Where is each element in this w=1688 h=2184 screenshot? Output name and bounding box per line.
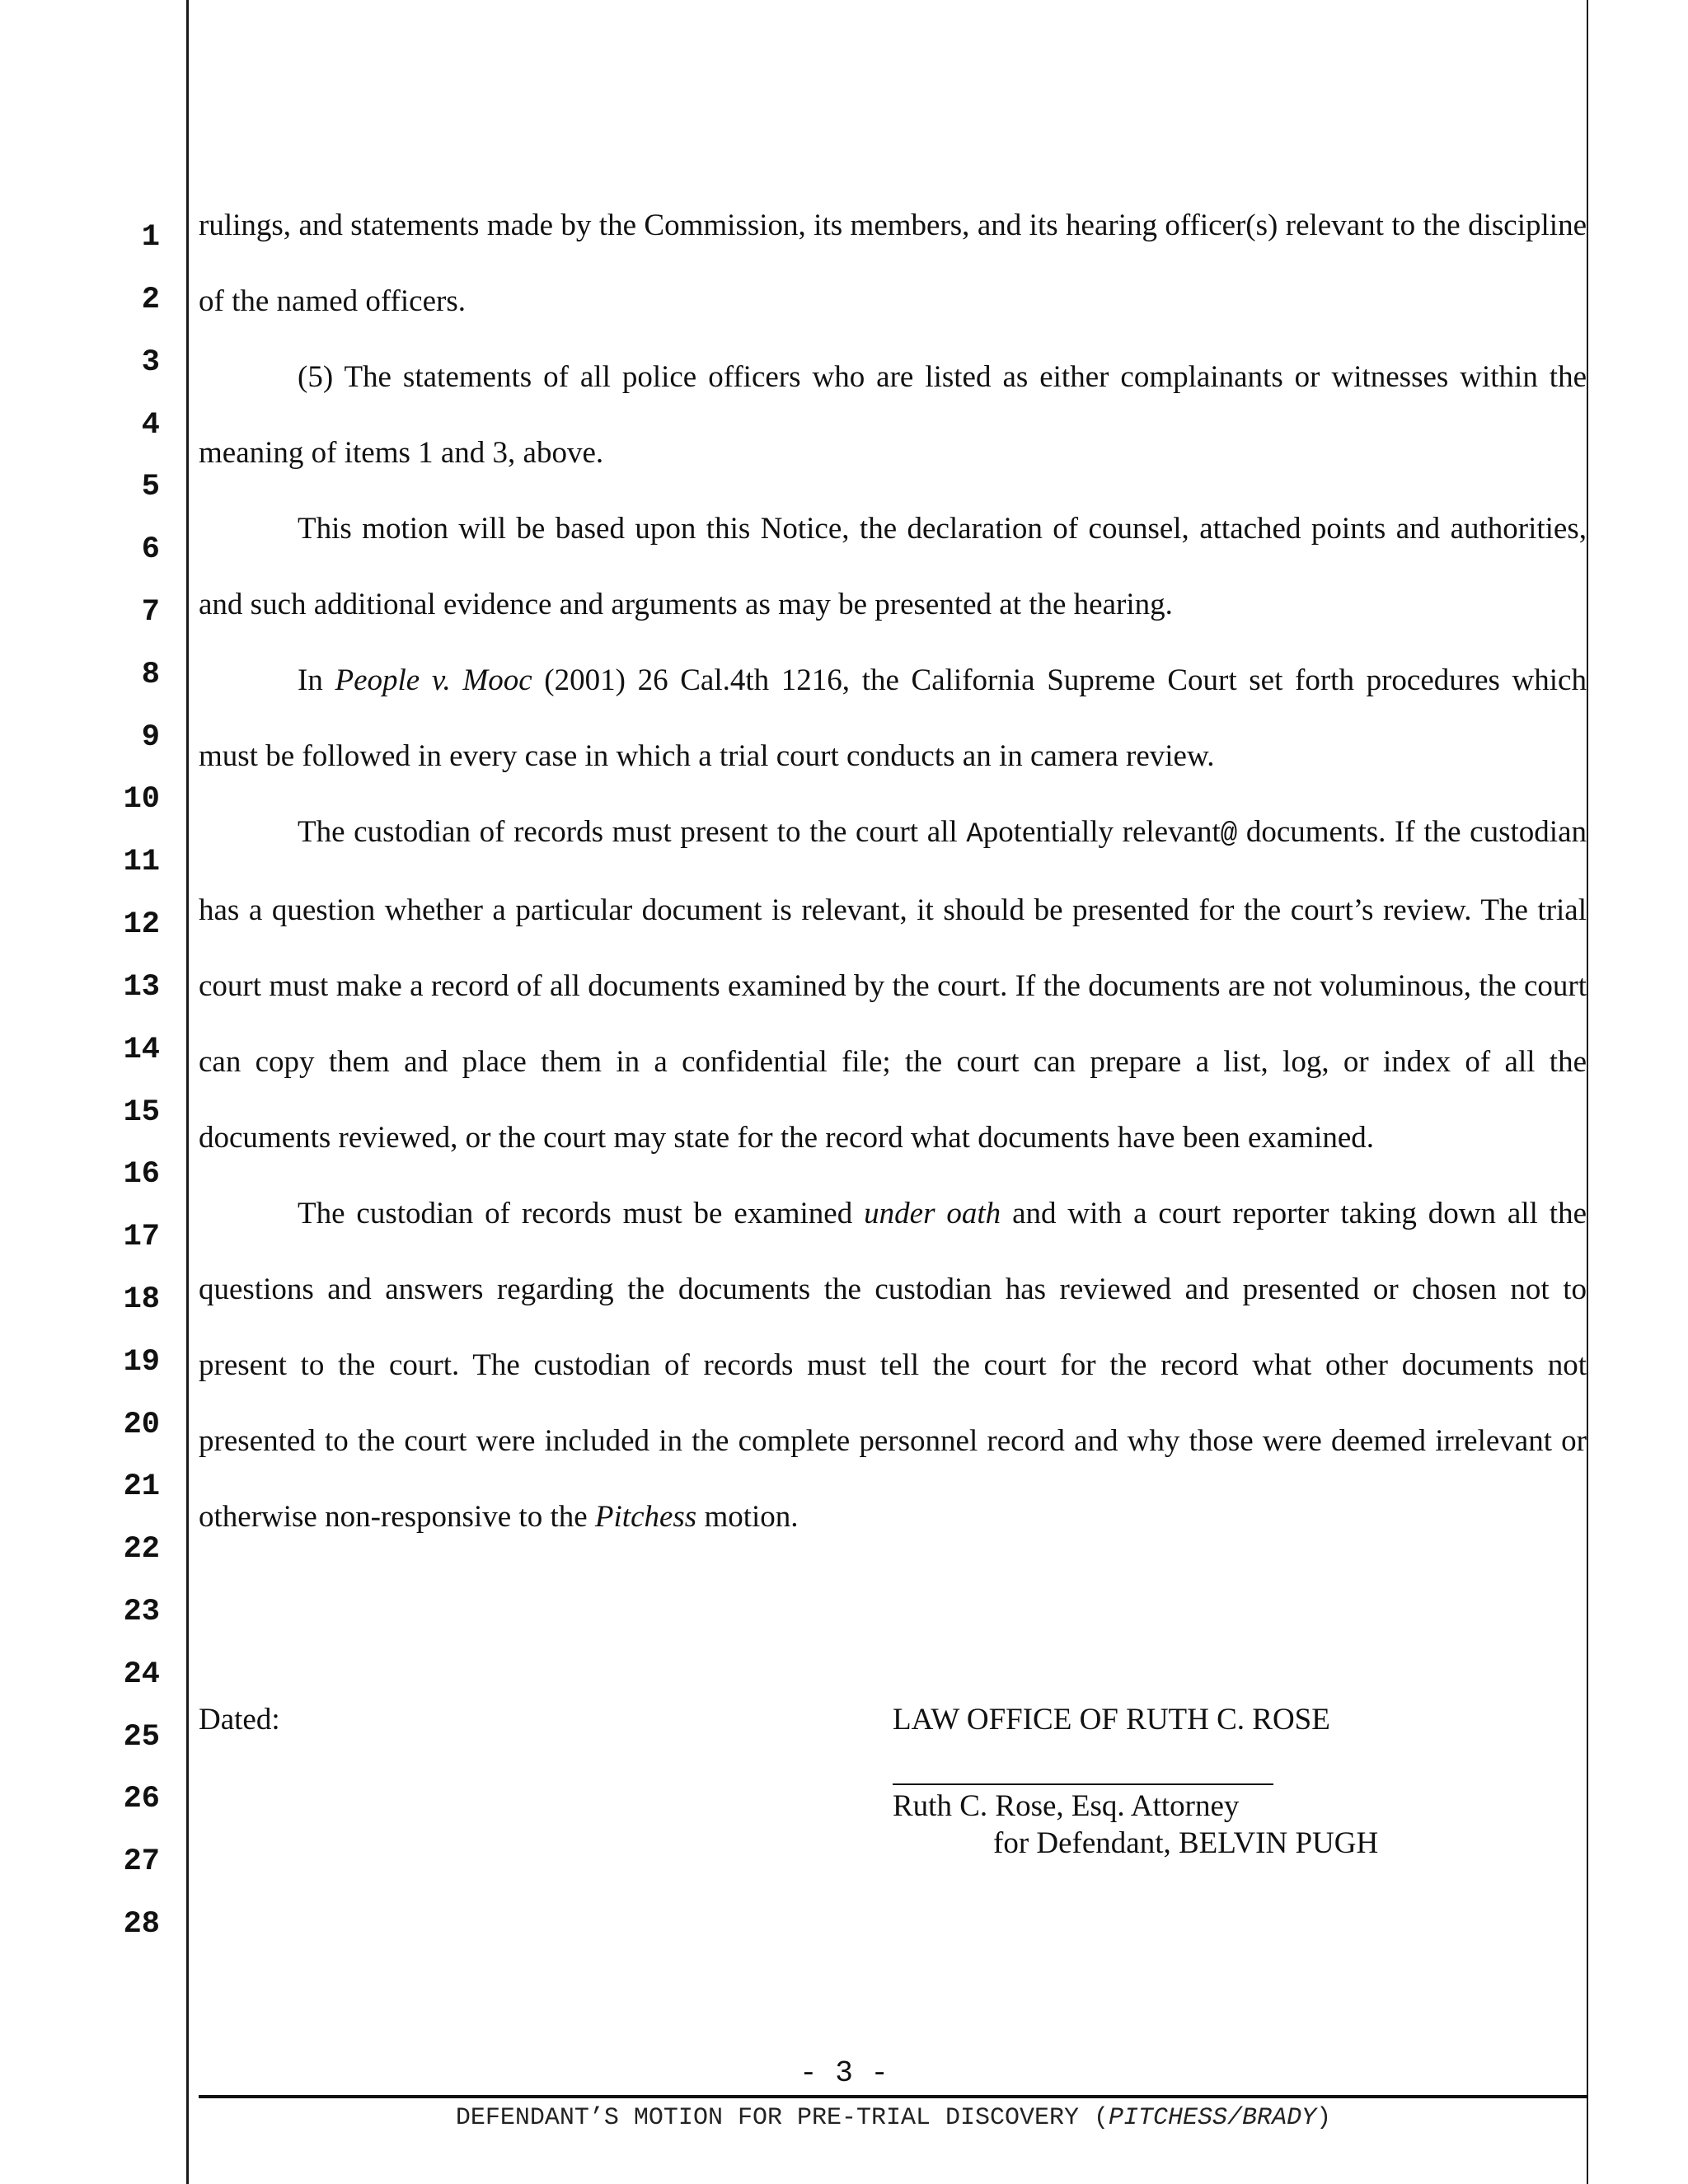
line-number: 8: [141, 658, 160, 692]
line-number: 20: [123, 1408, 160, 1442]
line-number: 24: [123, 1657, 160, 1692]
line-number: 12: [123, 907, 160, 942]
dated-label: Dated:: [199, 1703, 280, 1736]
line-number: 26: [123, 1782, 160, 1816]
signer-name: Ruth C. Rose, Esq. Attorney: [893, 1789, 1240, 1823]
line-number: 25: [123, 1720, 160, 1755]
line-number: 18: [123, 1282, 160, 1317]
document-body: [199, 188, 1587, 1555]
line-number-gutter: [0, 0, 165, 2184]
line-number: 23: [123, 1595, 160, 1629]
footer-title: DEFENDANT’S MOTION FOR PRE-TRIAL DISCOVERY (PITCHESS/BRADY): [455, 2104, 1332, 2132]
line-number: 2: [141, 283, 160, 317]
footer-rule: [199, 2095, 1588, 2098]
line-number: 28: [123, 1907, 160, 1942]
line-number: 17: [123, 1220, 160, 1254]
line-number: 4: [141, 408, 160, 443]
line-number: 10: [123, 782, 160, 817]
line-number: 7: [141, 595, 160, 630]
page-number: - 3 -: [799, 2056, 889, 2090]
line-number: 13: [123, 970, 160, 1005]
line-number: 16: [123, 1157, 160, 1192]
paragraph-custodian-present: The custodian of records must present to the court all Apotentially relevant@ documents. If the custodian has a question whether a particular document is relevant, it should be presented for the court’s review. The trial court must make a record of all documents examined by the court. If the documents are not voluminous, the court can copy them and place them in a confidential file; the court can prepare a list, log, or index of all the documents reviewed, or the court may state for the record what documents have been examined.: [199, 815, 1587, 1155]
line-number: 21: [123, 1469, 160, 1504]
case-name: People v. Mooc: [335, 663, 532, 697]
paragraph-item-5: (5) The statements of all police officers who are listed as either complainants or witnesses within the meaning of items 1 and 3, above.: [199, 360, 1587, 470]
paragraph-custodian-oath: The custodian of records must be examined under oath and with a court reporter taking down all the questions and answers regarding the documents the custodian has reviewed and presented or chosen not to present to the court. The custodian of records must tell the court for the record what other documents not presented to the court were included in the complete personnel record and why those were deemed irrelevant or otherwise non-responsive to the Pitchess motion.: [199, 1197, 1587, 1534]
line-number: 6: [141, 532, 160, 567]
line-number: 19: [123, 1345, 160, 1380]
line-number: 3: [141, 345, 160, 380]
left-margin-rule: [186, 0, 189, 2184]
line-number: 9: [141, 720, 160, 755]
line-number: 5: [141, 470, 160, 504]
paragraph-continuation: rulings, and statements made by the Commission, its members, and its hearing officer(s) relevant to the discipline of the named officers.: [199, 209, 1587, 318]
client-line: for Defendant, BELVIN PUGH: [993, 1826, 1379, 1860]
paragraph-mooc: In People v. Mooc (2001) 26 Cal.4th 1216, the California Supreme Court set forth procedures which must be followed in every case in which a trial court conducts an in camera review.: [199, 663, 1587, 773]
line-number: 1: [141, 220, 160, 255]
paragraph-motion-basis: This motion will be based upon this Notice, the declaration of counsel, attached points and authorities, and such additional evidence and arguments as may be presented at the hearing.: [199, 512, 1587, 621]
line-number: 22: [123, 1532, 160, 1567]
line-number: 27: [123, 1844, 160, 1879]
right-margin-rule: [1587, 0, 1588, 2184]
line-number: 11: [123, 845, 160, 879]
signature-line: [893, 1783, 1273, 1785]
line-number: 14: [123, 1033, 160, 1067]
firm-name: LAW OFFICE OF RUTH C. ROSE: [893, 1703, 1330, 1736]
line-number: 15: [123, 1095, 160, 1130]
